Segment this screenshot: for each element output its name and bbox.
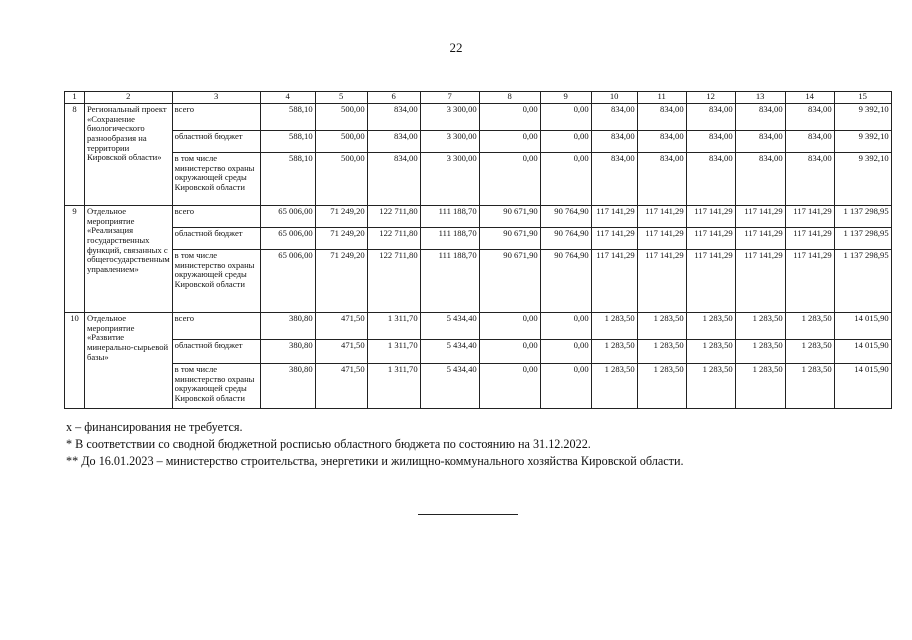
value-cell: 834,00 bbox=[785, 131, 834, 153]
value-cell: 834,00 bbox=[591, 131, 637, 153]
value-cell: 117 141,29 bbox=[735, 206, 785, 228]
column-number: 13 bbox=[735, 92, 785, 104]
value-cell: 0,00 bbox=[479, 104, 540, 131]
value-cell: 117 141,29 bbox=[785, 250, 834, 313]
value-cell: 1 283,50 bbox=[735, 313, 785, 340]
value-cell: 1 283,50 bbox=[637, 313, 686, 340]
value-cell: 71 249,20 bbox=[315, 228, 367, 250]
value-cell: 111 188,70 bbox=[420, 250, 479, 313]
value-cell: 1 283,50 bbox=[686, 364, 735, 409]
column-number: 5 bbox=[315, 92, 367, 104]
value-cell: 5 434,40 bbox=[420, 364, 479, 409]
measure-name: Региональный проект «Сохранение биологического разнообразия на территории Кировской области» bbox=[85, 104, 173, 206]
value-cell: 117 141,29 bbox=[735, 250, 785, 313]
value-cell: 0,00 bbox=[479, 313, 540, 340]
column-number: 10 bbox=[591, 92, 637, 104]
value-cell: 111 188,70 bbox=[420, 206, 479, 228]
value-cell: 117 141,29 bbox=[637, 206, 686, 228]
value-cell: 1 283,50 bbox=[686, 340, 735, 364]
value-cell: 588,10 bbox=[260, 131, 315, 153]
value-cell: 834,00 bbox=[367, 104, 420, 131]
value-cell: 500,00 bbox=[315, 131, 367, 153]
column-number: 6 bbox=[367, 92, 420, 104]
value-cell: 834,00 bbox=[686, 104, 735, 131]
table-row bbox=[65, 250, 892, 313]
funding-source: в том числе министерство охраны окружающей среды Кировской области bbox=[172, 153, 260, 206]
table-row bbox=[65, 340, 892, 364]
funding-source: областной бюджет bbox=[172, 340, 260, 364]
value-cell: 0,00 bbox=[479, 364, 540, 409]
value-cell: 471,50 bbox=[315, 364, 367, 409]
row-number: 9 bbox=[65, 206, 85, 313]
column-number: 15 bbox=[834, 92, 891, 104]
value-cell: 71 249,20 bbox=[315, 250, 367, 313]
table-row bbox=[65, 206, 892, 228]
value-cell: 117 141,29 bbox=[686, 228, 735, 250]
footnotes bbox=[66, 419, 684, 470]
value-cell: 1 283,50 bbox=[686, 313, 735, 340]
table-row bbox=[65, 313, 892, 340]
value-cell: 9 392,10 bbox=[834, 153, 891, 206]
value-cell: 1 283,50 bbox=[591, 340, 637, 364]
row-number: 8 bbox=[65, 104, 85, 206]
value-cell: 834,00 bbox=[591, 104, 637, 131]
value-cell: 3 300,00 bbox=[420, 153, 479, 206]
value-cell: 500,00 bbox=[315, 153, 367, 206]
value-cell: 1 283,50 bbox=[637, 340, 686, 364]
value-cell: 588,10 bbox=[260, 153, 315, 206]
value-cell: 834,00 bbox=[367, 131, 420, 153]
value-cell: 117 141,29 bbox=[637, 250, 686, 313]
value-cell: 117 141,29 bbox=[591, 228, 637, 250]
funding-source: областной бюджет bbox=[172, 131, 260, 153]
value-cell: 122 711,80 bbox=[367, 250, 420, 313]
footnote-double-star: ** До 16.01.2023 – министерство строительства, энергетики и жилищно-коммунального хозяйства Кировской области. bbox=[66, 454, 684, 468]
column-number: 14 bbox=[785, 92, 834, 104]
column-number: 7 bbox=[420, 92, 479, 104]
value-cell: 1 283,50 bbox=[637, 364, 686, 409]
value-cell: 117 141,29 bbox=[686, 206, 735, 228]
column-number: 9 bbox=[540, 92, 591, 104]
value-cell: 90 764,90 bbox=[540, 206, 591, 228]
value-cell: 834,00 bbox=[785, 104, 834, 131]
value-cell: 588,10 bbox=[260, 104, 315, 131]
column-number: 12 bbox=[686, 92, 735, 104]
value-cell: 834,00 bbox=[735, 131, 785, 153]
value-cell: 117 141,29 bbox=[637, 228, 686, 250]
end-rule bbox=[418, 514, 518, 515]
value-cell: 500,00 bbox=[315, 104, 367, 131]
funding-source: всего bbox=[172, 104, 260, 131]
value-cell: 1 137 298,95 bbox=[834, 206, 891, 228]
value-cell: 90 764,90 bbox=[540, 250, 591, 313]
table-row bbox=[65, 228, 892, 250]
table-row bbox=[65, 153, 892, 206]
value-cell: 471,50 bbox=[315, 313, 367, 340]
funding-source: всего bbox=[172, 206, 260, 228]
value-cell: 0,00 bbox=[479, 340, 540, 364]
value-cell: 1 283,50 bbox=[785, 340, 834, 364]
value-cell: 65 006,00 bbox=[260, 228, 315, 250]
value-cell: 0,00 bbox=[540, 104, 591, 131]
value-cell: 834,00 bbox=[637, 104, 686, 131]
funding-source: областной бюджет bbox=[172, 228, 260, 250]
value-cell: 834,00 bbox=[637, 131, 686, 153]
value-cell: 380,80 bbox=[260, 340, 315, 364]
value-cell: 1 283,50 bbox=[735, 340, 785, 364]
value-cell: 117 141,29 bbox=[785, 206, 834, 228]
value-cell: 3 300,00 bbox=[420, 104, 479, 131]
value-cell: 117 141,29 bbox=[591, 250, 637, 313]
value-cell: 1 283,50 bbox=[735, 364, 785, 409]
value-cell: 14 015,90 bbox=[834, 364, 891, 409]
footnote-x: х – финансирования не требуется. bbox=[66, 420, 243, 434]
value-cell: 0,00 bbox=[540, 131, 591, 153]
value-cell: 5 434,40 bbox=[420, 313, 479, 340]
value-cell: 65 006,00 bbox=[260, 206, 315, 228]
value-cell: 0,00 bbox=[540, 340, 591, 364]
value-cell: 834,00 bbox=[785, 153, 834, 206]
value-cell: 111 188,70 bbox=[420, 228, 479, 250]
column-number: 1 bbox=[65, 92, 85, 104]
value-cell: 1 283,50 bbox=[785, 313, 834, 340]
value-cell: 90 764,90 bbox=[540, 228, 591, 250]
table-row bbox=[65, 104, 892, 131]
funding-source: в том числе министерство охраны окружающей среды Кировской области bbox=[172, 364, 260, 409]
value-cell: 0,00 bbox=[540, 364, 591, 409]
column-number: 4 bbox=[260, 92, 315, 104]
value-cell: 834,00 bbox=[686, 153, 735, 206]
value-cell: 0,00 bbox=[479, 153, 540, 206]
value-cell: 9 392,10 bbox=[834, 131, 891, 153]
measure-name: Отдельное мероприятие «Развитие минерально-сырьевой базы» bbox=[85, 313, 173, 409]
value-cell: 0,00 bbox=[540, 313, 591, 340]
value-cell: 834,00 bbox=[637, 153, 686, 206]
value-cell: 380,80 bbox=[260, 313, 315, 340]
value-cell: 1 137 298,95 bbox=[834, 250, 891, 313]
value-cell: 90 671,90 bbox=[479, 206, 540, 228]
value-cell: 90 671,90 bbox=[479, 228, 540, 250]
value-cell: 1 283,50 bbox=[591, 364, 637, 409]
column-number: 2 bbox=[85, 92, 173, 104]
value-cell: 1 311,70 bbox=[367, 340, 420, 364]
value-cell: 71 249,20 bbox=[315, 206, 367, 228]
value-cell: 834,00 bbox=[591, 153, 637, 206]
value-cell: 65 006,00 bbox=[260, 250, 315, 313]
value-cell: 380,80 bbox=[260, 364, 315, 409]
value-cell: 117 141,29 bbox=[735, 228, 785, 250]
value-cell: 122 711,80 bbox=[367, 206, 420, 228]
value-cell: 0,00 bbox=[479, 131, 540, 153]
funding-source: в том числе министерство охраны окружающей среды Кировской области bbox=[172, 250, 260, 313]
table-row bbox=[65, 131, 892, 153]
measure-name: Отдельное мероприятие «Реализация государственных функций, связанных с общегосударственным управлением» bbox=[85, 206, 173, 313]
value-cell: 122 711,80 bbox=[367, 228, 420, 250]
value-cell: 834,00 bbox=[367, 153, 420, 206]
value-cell: 1 137 298,95 bbox=[834, 228, 891, 250]
value-cell: 117 141,29 bbox=[785, 228, 834, 250]
page-number: 22 bbox=[449, 40, 463, 55]
value-cell: 117 141,29 bbox=[591, 206, 637, 228]
value-cell: 834,00 bbox=[686, 131, 735, 153]
value-cell: 117 141,29 bbox=[686, 250, 735, 313]
column-number: 8 bbox=[479, 92, 540, 104]
value-cell: 14 015,90 bbox=[834, 340, 891, 364]
value-cell: 9 392,10 bbox=[834, 104, 891, 131]
value-cell: 90 671,90 bbox=[479, 250, 540, 313]
column-number-row bbox=[65, 92, 892, 104]
column-number: 11 bbox=[637, 92, 686, 104]
value-cell: 5 434,40 bbox=[420, 340, 479, 364]
column-number: 3 bbox=[172, 92, 260, 104]
value-cell: 834,00 bbox=[735, 153, 785, 206]
funding-source: всего bbox=[172, 313, 260, 340]
value-cell: 14 015,90 bbox=[834, 313, 891, 340]
value-cell: 834,00 bbox=[735, 104, 785, 131]
value-cell: 471,50 bbox=[315, 340, 367, 364]
value-cell: 3 300,00 bbox=[420, 131, 479, 153]
value-cell: 1 283,50 bbox=[591, 313, 637, 340]
value-cell: 0,00 bbox=[540, 153, 591, 206]
value-cell: 1 311,70 bbox=[367, 364, 420, 409]
table-row bbox=[65, 364, 892, 409]
value-cell: 1 311,70 bbox=[367, 313, 420, 340]
row-number: 10 bbox=[65, 313, 85, 409]
footnote-star: * В соответствии со сводной бюджетной росписью областного бюджета по состоянию на 31.12.2022. bbox=[66, 437, 591, 451]
value-cell: 1 283,50 bbox=[785, 364, 834, 409]
funding-table bbox=[64, 91, 892, 409]
